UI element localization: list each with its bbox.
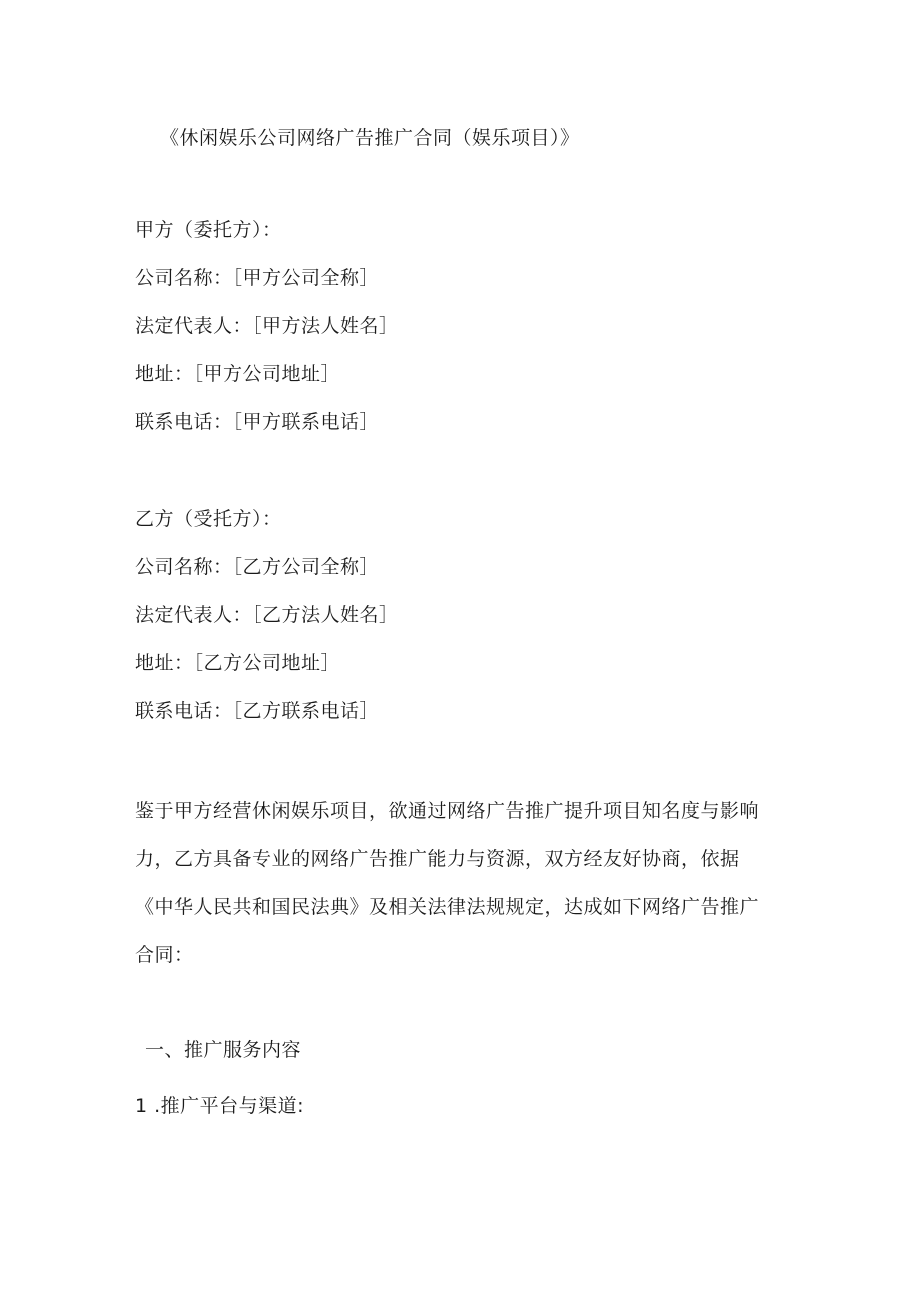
numbered-item: 1 .推广平台与渠道: [135,1095,305,1117]
section-heading: 一、推广服务内容 [145,1039,302,1061]
preamble-line: 鉴于甲方经营休闲娱乐项目，欲通过网络广告推广提升项目知名度与影响 [135,800,760,822]
contract-title: 《休闲娱乐公司网络广告推广合同（娱乐项目）》 [160,127,580,149]
party-a-representative: 法定代表人：［甲方法人姓名］ [135,315,399,337]
preamble-line: 合同： [135,944,194,966]
party-a-heading: 甲方（委托方）： [135,219,282,241]
party-b-representative: 法定代表人：［乙方法人姓名］ [135,604,399,626]
party-b-heading: 乙方（受托方）： [135,508,282,530]
preamble-line: 《中华人民共和国民法典》及相关法律法规规定，达成如下网络广告推广 [135,896,760,918]
party-a-company: 公司名称：［甲方公司全称］ [135,267,380,289]
preamble-line: 力，乙方具备专业的网络广告推广能力与资源，双方经友好协商，依据 [135,848,740,870]
party-b-phone: 联系电话：［乙方联系电话］ [135,700,380,722]
party-b-address: 地址：［乙方公司地址］ [135,652,341,674]
party-b-company: 公司名称：［乙方公司全称］ [135,556,380,578]
party-a-phone: 联系电话：［甲方联系电话］ [135,411,380,433]
party-a-address: 地址：［甲方公司地址］ [135,363,341,385]
